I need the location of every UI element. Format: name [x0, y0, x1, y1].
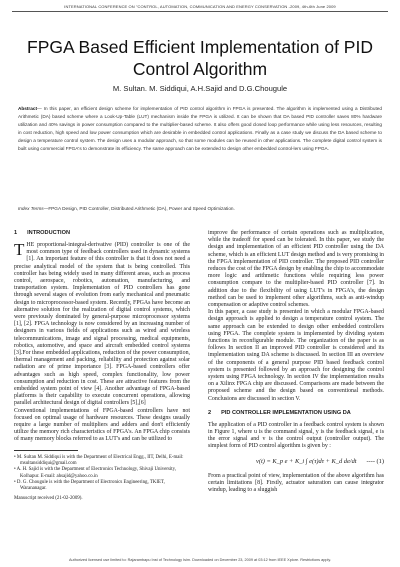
- drop-cap: T: [14, 240, 25, 259]
- license-footer: Authorized licensed use limited to: Rajarambapu Inst of Technology Isim. Downloaded on December 23, 2009 at 03:12 from IEEE Xplore. Restrictions apply.: [69, 558, 331, 562]
- title-line-1: FPGA Based Efficient Implementation of PID: [27, 37, 373, 57]
- section-1-number: 1: [14, 230, 18, 236]
- footnote-author-3: • D. G. Chougule is with the Department of Electronics Engineering, TKIET, Warananagar.: [14, 479, 165, 492]
- right-paragraph-3: The application of a PID controller in a feedback control system is shown in Figure 1, where u is the command signal, y is the feedback signal, e is the error signal and v is the control output (controller output). The simplest form of PID control algorithm is given by :: [208, 421, 384, 450]
- index-terms: [18, 206, 382, 211]
- equation-expression: v(t) = K_p e + K_i ∫ e(τ)dτ + K_d de/dt: [256, 457, 357, 465]
- section-2-title: PID CONTROLLER IMPLEMENTATION USING DA: [221, 409, 351, 416]
- right-paragraph-2: In this paper, a case study is presented in which a modular FPGA-based design approach is applied to design a temperature control system. The same approach can be extended to design other embedded controllers using FPGA. The complete system is implemented by dividing system functions in reconfigurable module. The organization of the paper is as follows In section II an improved PID controller is considered and its implementation using DA scheme is discussed. In section III an overview of the components of a general purpose PID based feedback control system is presented followed by an approach for designing the control system using FPGA technology. In section IV the implementation results on a Xilinx FPGA chip are discussed. Comparisons are made between the proposed scheme and the design based on conventional methods. Conclusions are discussed in section V.: [208, 309, 384, 402]
- manuscript-received: Manuscript received (21-02-2009).: [14, 496, 83, 502]
- right-paragraph-1: improve the performance of certain operations such as multiplication, while the tradeoff for speed can be tolerated. In this paper, we study the design and implementation of an efficient PID controller using the DA scheme, which is an efficient LUT design method and is very promising in the FPGA implementation of PID controller. The proposed PID controller reduces the cost of the FPGA design by enabling the chip to accommodate more logic and arithmetic functions while requiring less power consumption compare to the multiplier-based PID controller [7]. In addition due to the flexibility of using LUT's in FPGA's, the design method can be used to implement other algorithms, such as anti-windup compensation or adaptive control schemes.: [208, 230, 384, 309]
- intro-paragraph-2: Conventional implementations of FPGA-based controllers have not focused on optimal usage of hardware resources. These designs usually require a large number of multipliers and adders and don't efficiently utilize the memory rich characteristics of FPGA's. An FPGA chip consists of many memory blocks referred to as LUT's and can be utilized to: [14, 407, 190, 443]
- equation-number: ---- (1): [366, 457, 384, 465]
- index-terms-text: —FPGA Design, PID Controller, Distributed Arithmetic (DA), Power and Speed Optimization.: [43, 206, 235, 211]
- right-paragraph-4: From a practical point of view, implementation of the above algorithm has certain limitations [8]. Firstly, actuator saturation can cause integrator windup, leading to a sluggish: [208, 472, 384, 494]
- title-line-2: Control Algorithm: [132, 59, 268, 79]
- abstract-label: Abstract: [18, 106, 38, 111]
- section-1-title: INTRODUCTION: [27, 230, 71, 236]
- section-2-heading: [208, 410, 384, 416]
- right-column: [208, 230, 384, 494]
- authors: M. Sultan. M. Siddiqui, A.H.Sajid and D.G.Chougule: [112, 84, 288, 93]
- equation-1: [208, 455, 384, 471]
- intro-paragraph-1: [14, 242, 190, 408]
- header-rule: [12, 11, 388, 12]
- section-2-number: 2: [208, 409, 212, 416]
- abstract-text: — In this paper, an efficient design scheme for implementation of PID control algorithm in FPGA is presented. The algorithm is implemented using a Distributed Arithmetic (DA) based scheme where a Look-Up-Table (LUT) mechanism inside the FPGA is utilized. It can be shown that DA based PID controller saves 80% hardware utilization and 40% savings in power consumption compared to the multiplier-based scheme. It also offers good closed loop performance while using less resources, resulting in cost reduction, high speed and low power consumption which are desirable in embedded control applications. Finally as a case study we discuss the DA based scheme to design a temperature control system. The design uses a modular approach, so that some modules can be reused in other applications. The complete digital control system is built using commercial FPGA's to demonstrate its efficiency. The same approach can be extended to design other embedded control-lers using FPGA.: [18, 106, 382, 152]
- footnote-author-1: • M. Sultan M. Siddiqui is with the Department of Electrical Engg., IIT, Delhi, E-mail: msultansiddiqui@gmail.com: [14, 454, 184, 466]
- footnote-rule: [14, 450, 78, 451]
- conference-header: INTERNATIONAL CONFERENCE ON "CONTROL, AUTOMATION, COMMUNICATION AND ENERGY CONSERVATION -2009, 4th-6th June 2009: [64, 4, 336, 9]
- footnote-author-2: • A. H. Sajid is with the Department of Electronics Technology, Shivaji University, Kolhapur. E-mail: ahsajid@yahoo.co.in: [14, 467, 177, 479]
- abstract: [18, 105, 382, 154]
- left-column: [14, 230, 190, 501]
- section-1-heading: [14, 230, 190, 236]
- paper-title: [0, 36, 400, 80]
- index-terms-label: Index Terms: [18, 206, 44, 211]
- intro-paragraph-1-text: HE proportional-integral-derivative (PID) controller is one of the most common type of feedback controllers used in dynamic systems [1]. An important feature of this controller is that it does not need a precise analytical model of the system that is being controlled. This controller has being widely used in many different areas, such as process control, aerospace, robotics, automation, manufacturing, and transportation system. Implementation of PID controllers has gone through several stages of evolution from early mechanical and pneumatic design to microprocessor-based system. Recently, FPGAs have become an alternative solution for the realization of digital control systems, which were previously dominated by general-purpose microprocessor systems [1], [2]. FPGA technology is now considered by an increasing number of designers in various fields of applications such as wired and wireless telecommunications, image and signal processing, medical equipments, robotics, automotive, and space and aircraft embedded control systems [3].For these embedded applications, reduction of the power consumption, thermal management and packing, reliability and protection against solar radiation are of prime importance [3]. FPGA-based controllers offer advantages such as high speed, complex functionality, low power consumption and reduction in cost. These are attractive features from the embedded system point of view [4]. Another advantage of FPGA-based platforms is their capability to execute concurrent operations, allowing parallel architectural design of digital controllers [5],[6]: [14, 242, 190, 407]
